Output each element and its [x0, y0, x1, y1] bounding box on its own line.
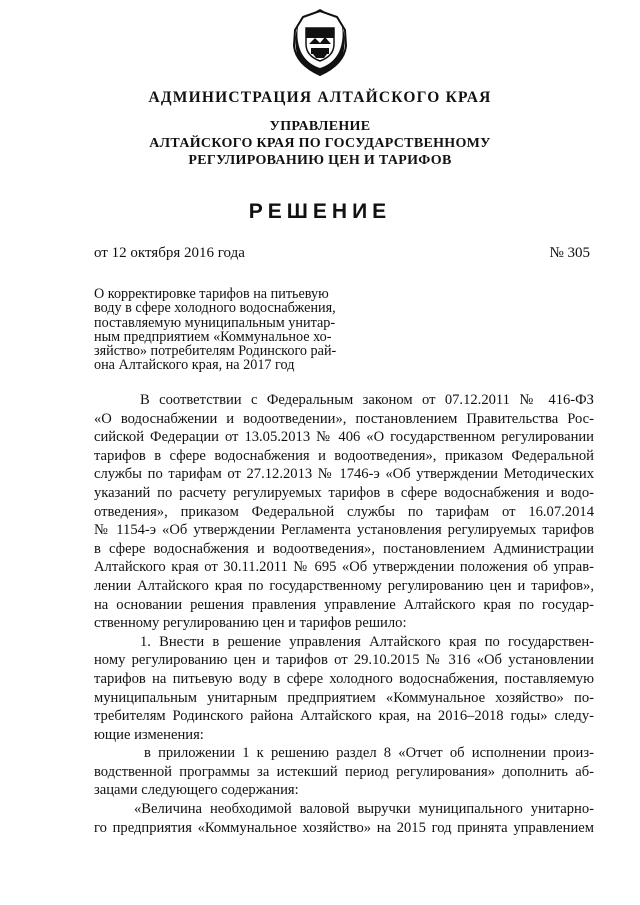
- department-title-line: УПРАВЛЕНИЕ: [269, 119, 371, 134]
- department-title-line: АЛТАЙСКОГО КРАЯ ПО ГОСУДАРСТВЕННОМУ: [149, 136, 491, 151]
- body-line: «Величина необходимой валовой выручки муниципального унитарно-: [134, 801, 594, 818]
- body-line: ющие изменения:: [94, 726, 204, 743]
- subject-line: поставляемую муниципальным унитар-: [94, 314, 336, 331]
- body-line: № 1154-э «Об утверждении Регламента установления регулируемых тарифов: [94, 522, 594, 539]
- coat-of-arms-emblem: [289, 8, 351, 78]
- body-line: В соответствии с Федеральным законом от 07.12.2011 № 416-ФЗ: [140, 392, 594, 408]
- body-line: муниципальным унитарным предприятием «Коммунальное хозяйство» по-: [94, 689, 594, 706]
- body-line: зацами следующего содержания:: [94, 782, 299, 799]
- organization-title: АДМИНИСТРАЦИЯ АЛТАЙСКОГО КРАЯ: [148, 89, 492, 106]
- department-title: [0, 118, 640, 169]
- body-line: указаний по расчету регулируемых тарифов в сфере водоснабжения и водо-: [94, 484, 594, 501]
- department-title-line: РЕГУЛИРОВАНИЮ ЦЕН И ТАРИФОВ: [188, 153, 452, 168]
- decision-date: от 12 октября 2016 года: [94, 245, 245, 261]
- body-line: Алтайского края от 30.11.2011 № 695 «Об утверждении положения об управ-: [94, 559, 594, 576]
- body-line: сийской Федерации от 13.05.2013 № 406 «О государственном регулировании: [94, 429, 594, 446]
- subject-line: ным предприятием «Коммунальное хо-: [94, 328, 332, 345]
- body-line: в сфере водоснабжения и водоотведения», постановлением Администрации: [94, 540, 594, 557]
- body-line: в приложении 1 к решению раздел 8 «Отчет об исполнении произ-: [144, 745, 594, 762]
- body-line: 1. Внести в решение управления Алтайского края по государствен-: [140, 633, 594, 650]
- decision-number: № 305: [549, 245, 590, 261]
- body-line: «О водоснабжении и водоотведении», постановлением Правительства Рос-: [94, 410, 594, 427]
- subject-line: она Алтайского края, на 2017 год: [94, 357, 295, 374]
- body-line: лении Алтайского края по государственному регулированию цен и тарифов»,: [94, 577, 594, 594]
- body-line: водственной программы за истекший период регулирования» дополнить аб-: [94, 763, 594, 780]
- body-line: ственному регулированию цен и тарифов решило:: [94, 615, 407, 632]
- decision-heading: РЕШЕНИЕ: [248, 200, 392, 223]
- body-line: требителям Родинского района Алтайского края, на 2016–2018 годы» следу-: [94, 708, 594, 725]
- decision-body: [94, 391, 594, 837]
- body-line: отведения», приказом Федеральной службы по тарифам от 16.07.2014: [94, 503, 594, 520]
- body-line: го предприятия «Коммунальное хозяйство» на 2015 год принята управлением: [94, 819, 594, 836]
- body-line: тарифов в сфере водоснабжения и водоотведения», приказом Федеральной: [94, 447, 594, 464]
- subject-line: воду в сфере холодного водоснабжения,: [94, 300, 336, 317]
- subject-line: О корректировке тарифов на питьевую: [94, 286, 329, 302]
- body-line: тарифов на питьевую воду в сфере холодного водоснабжения, поставляемую: [94, 670, 594, 687]
- body-line: на основании решения правления управление Алтайского края по государ-: [94, 596, 594, 613]
- body-line: службы по тарифам от 27.12.2013 № 1746-э «Об утверждении Методических: [94, 466, 594, 483]
- body-line: ному регулированию цен и тарифов от 29.10.2015 № 316 «Об установлении: [94, 652, 594, 669]
- decision-subject: [94, 287, 356, 373]
- subject-line: зяйство» потребителям Родинского рай-: [94, 343, 337, 360]
